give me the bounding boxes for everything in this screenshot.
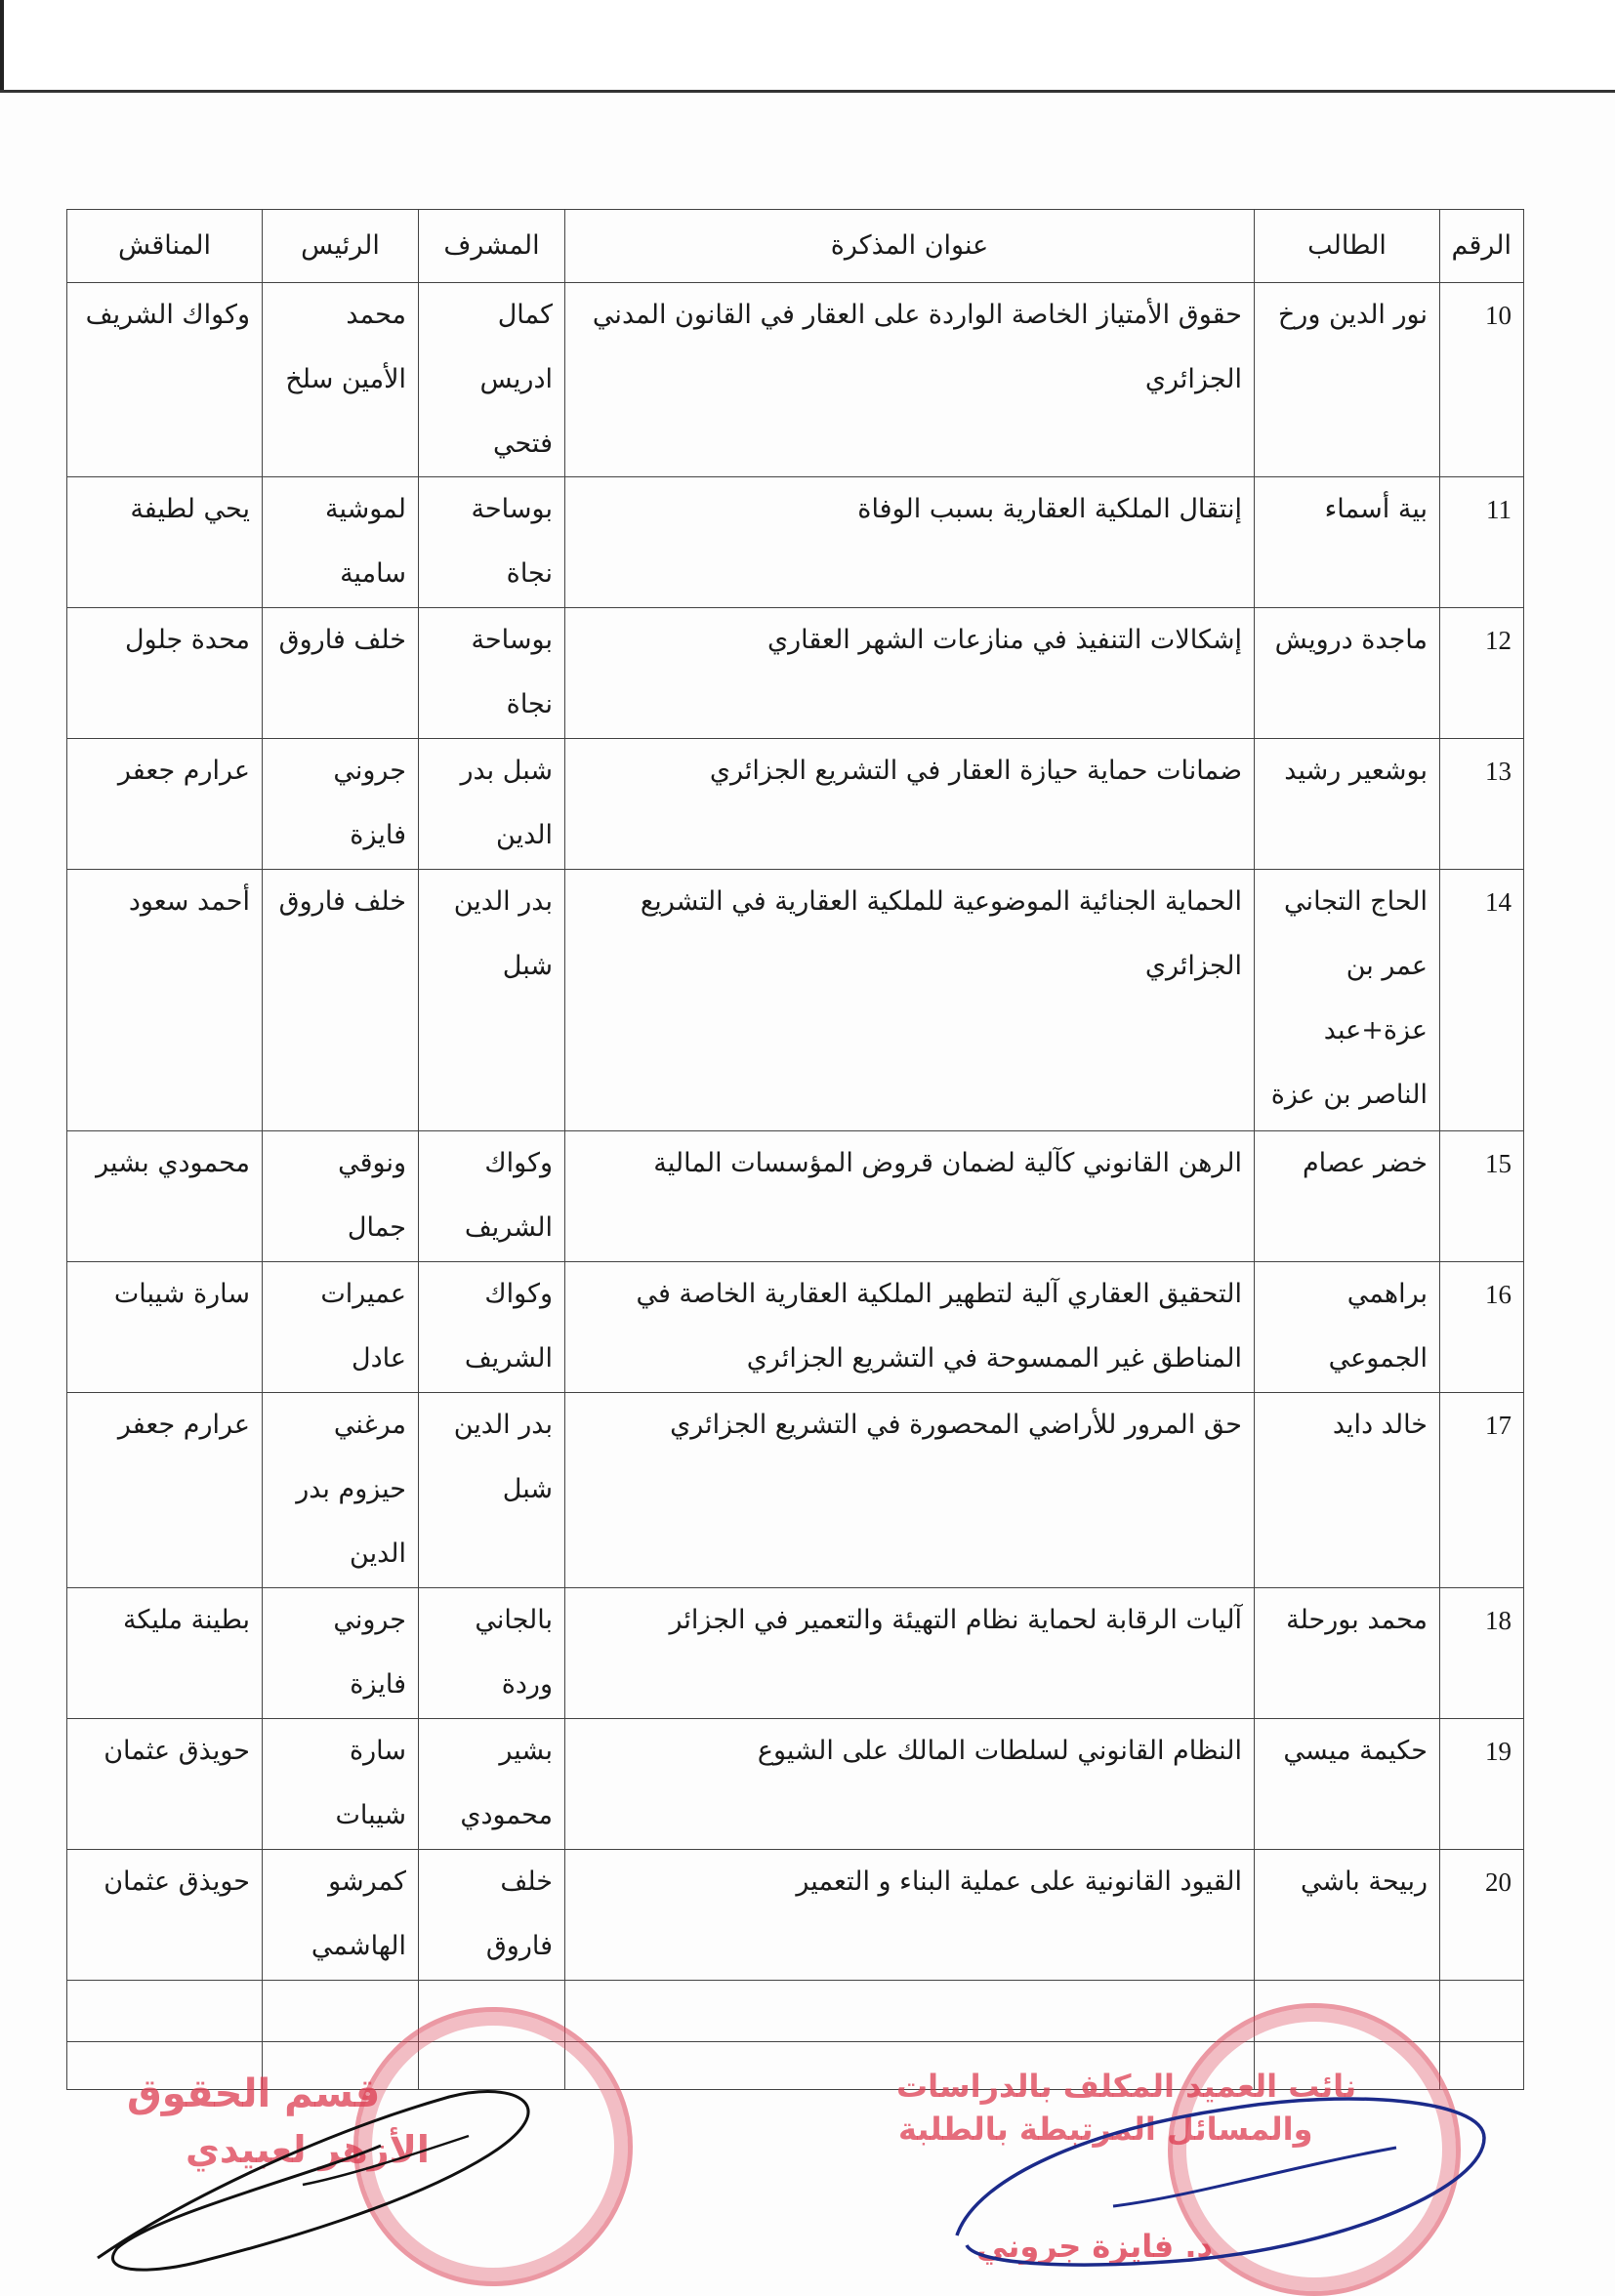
table-row [67, 1262, 1524, 1393]
row-examiner: بطينة مليكة [67, 1588, 263, 1719]
row-examiner: يحي لطيفة [67, 477, 263, 608]
left-signature [59, 2029, 605, 2282]
row-supervisor: بشير محمودي [419, 1719, 565, 1850]
row-num: 19 [1440, 1719, 1524, 1850]
row-supervisor: وكواك الشريف [419, 1262, 565, 1393]
row-examiner: وكواك الشريف [67, 283, 263, 477]
row-supervisor: وكواك الشريف [419, 1131, 565, 1262]
row-examiner: عرارم جعفر [67, 1393, 263, 1588]
header-title: عنوان المذكرة [565, 210, 1255, 283]
row-num: 16 [1440, 1262, 1524, 1393]
header-supervisor: المشرف [419, 210, 565, 283]
row-president: ونوقي جمال [263, 1131, 419, 1262]
row-num: 12 [1440, 608, 1524, 739]
row-examiner: حويذق عثمان [67, 1850, 263, 1981]
table-row [67, 1850, 1524, 1981]
row-num: 13 [1440, 739, 1524, 870]
table-row [67, 283, 1524, 477]
table-row [67, 1719, 1524, 1850]
row-president: سارة شيبات [263, 1719, 419, 1850]
row-president: خلف فاروق [263, 870, 419, 1131]
table-row [67, 870, 1524, 1131]
row-title: الحماية الجنائية الموضوعية للملكية العقارية في التشريع الجزائري [565, 870, 1255, 1131]
row-supervisor: بدر الدين شبل [419, 870, 565, 1131]
row-president: جروني فايزة [263, 739, 419, 870]
row-president: كمرشو الهاشمي [263, 1850, 419, 1981]
row-student: محمد بورحلة [1255, 1588, 1440, 1719]
table-row [67, 608, 1524, 739]
row-examiner: محمودي بشير [67, 1131, 263, 1262]
row-num: 15 [1440, 1131, 1524, 1262]
table-row [67, 477, 1524, 608]
scan-edge-mark [0, 0, 4, 90]
row-title: النظام القانوني لسلطات المالك على الشيوع [565, 1719, 1255, 1850]
row-title: التحقيق العقاري آلية لتطهير الملكية العقارية الخاصة في المناطق غير الممسوحة في التشريع الجزائري [565, 1262, 1255, 1393]
table-header-row [67, 210, 1524, 283]
header-president: الرئيس [263, 210, 419, 283]
row-student: ربيحة باشي [1255, 1850, 1440, 1981]
row-student: حكيمة ميسي [1255, 1719, 1440, 1850]
table-row [67, 1588, 1524, 1719]
row-examiner: سارة شيبات [67, 1262, 263, 1393]
row-title: الرهن القانوني كآلية لضمان قروض المؤسسات المالية [565, 1131, 1255, 1262]
row-supervisor: بوساحة نجاة [419, 477, 565, 608]
row-student: خضر عصام [1255, 1131, 1440, 1262]
vice-dean-name: د. فايزة جروني [976, 2228, 1213, 2265]
row-student: الحاج التجاني عمر بن عزة+عبد الناصر بن عزة [1255, 870, 1440, 1131]
row-title: حق المرور للأراضي المحصورة في التشريع الجزائري [565, 1393, 1255, 1588]
row-president: خلف فاروق [263, 608, 419, 739]
header-num: الرقم [1440, 210, 1524, 283]
scan-top-band [0, 0, 1615, 93]
theses-table [66, 209, 1524, 2090]
department-label: قسم الحقوق [127, 2071, 381, 2116]
row-supervisor: بوساحة نجاة [419, 608, 565, 739]
row-student: بية أسماء [1255, 477, 1440, 608]
row-supervisor: شبل بدر الدين [419, 739, 565, 870]
vice-dean-title: نائب العميد المكلف بالدراسات [896, 2068, 1357, 2105]
row-title: إنتقال الملكية العقارية بسبب الوفاة [565, 477, 1255, 608]
row-title: حقوق الأمتياز الخاصة الواردة على العقار في القانون المدني الجزائري [565, 283, 1255, 477]
row-title: آليات الرقابة لحماية نظام التهيئة والتعمير في الجزائر [565, 1588, 1255, 1719]
header-student: الطالب [1255, 210, 1440, 283]
department-head-name: الأزهر لعبيدي [186, 2128, 430, 2171]
row-student: براهمي الجموعي [1255, 1262, 1440, 1393]
row-num: 14 [1440, 870, 1524, 1131]
row-president: مرغني حيزوم بدر الدين [263, 1393, 419, 1588]
header-examiner: المناقش [67, 210, 263, 283]
row-examiner: عرارم جعفر [67, 739, 263, 870]
row-student: خالد دايد [1255, 1393, 1440, 1588]
row-president: عميرات عادل [263, 1262, 419, 1393]
row-num: 11 [1440, 477, 1524, 608]
row-supervisor: بدر الدين شبل [419, 1393, 565, 1588]
row-supervisor: بالجاني وردة [419, 1588, 565, 1719]
row-examiner: أحمد سعود [67, 870, 263, 1131]
row-student: بوشعير رشيد [1255, 739, 1440, 870]
row-title: القيود القانونية على عملية البناء و التعمير [565, 1850, 1255, 1981]
row-num: 17 [1440, 1393, 1524, 1588]
table-row [67, 739, 1524, 870]
row-president: لموشية سامية [263, 477, 419, 608]
right-signature [937, 2060, 1523, 2275]
row-title: إشكالات التنفيذ في منازعات الشهر العقاري [565, 608, 1255, 739]
row-president: جروني فايزة [263, 1588, 419, 1719]
row-president: محمد الأمين سلخ [263, 283, 419, 477]
table-row [67, 1393, 1524, 1588]
row-student: ماجدة درويش [1255, 608, 1440, 739]
row-student: نور الدين ورخ [1255, 283, 1440, 477]
row-examiner: محدة جلول [67, 608, 263, 739]
row-title: ضمانات حماية حيازة العقار في التشريع الجزائري [565, 739, 1255, 870]
row-examiner: حويذق عثمان [67, 1719, 263, 1850]
row-supervisor: كمال ادريس فتحي [419, 283, 565, 477]
table-row [67, 1131, 1524, 1262]
row-num: 20 [1440, 1850, 1524, 1981]
row-num: 10 [1440, 283, 1524, 477]
row-num: 18 [1440, 1588, 1524, 1719]
vice-dean-title-2: والمسائل المرتبطة بالطلبة [898, 2111, 1313, 2148]
row-supervisor: خلف فاروق [419, 1850, 565, 1981]
